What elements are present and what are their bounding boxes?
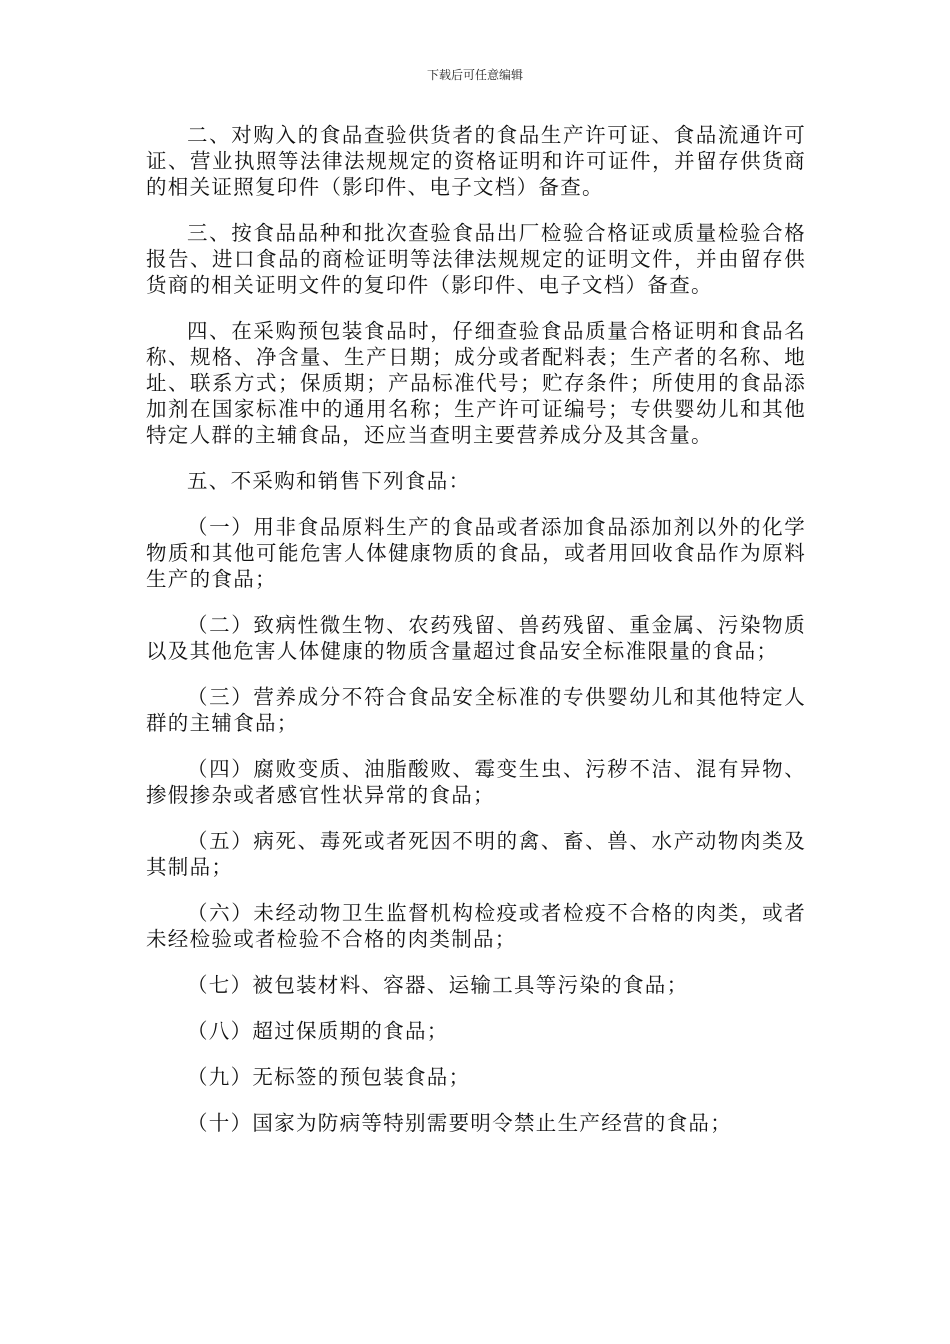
sub-item-8: （八）超过保质期的食品； [187,1019,449,1043]
sub-item-10: （十）国家为防病等特别需要明令禁止生产经营的食品； [187,1111,732,1135]
paragraph-item-5: 五、不采购和销售下列食品： [187,469,471,493]
sub-item-7: （七）被包装材料、容器、运输工具等污染的食品； [187,973,689,997]
sub-item-2: （二）致病性微生物、农药残留、兽药残留、重金属、污染物质以及其他危害人体健康的物质含量超过食品安全标准限量的食品； [146,613,806,663]
page-header-note: 下载后可任意编辑 [426,68,523,82]
sub-item-6: （六）未经动物卫生监督机构检疫或者检疫不合格的肉类，或者未经检验或者检验不合格的肉类制品； [146,901,806,951]
sub-item-9: （九）无标签的预包装食品； [187,1065,471,1089]
paragraph-item-4: 四、在采购预包装食品时，仔细查验食品质量合格证明和食品名称、规格、净含量、生产日期；成分或者配料表；生产者的名称、地址、联系方式；保质期；产品标准代号；贮存条件；所使用的食品添加剂在国家标准中的通用名称；生产许可证编号；专供婴幼儿和其他特定人群的主辅食品，还应当查明主要营养成分及其含量。 [146,319,806,447]
sub-item-1: （一）用非食品原料生产的食品或者添加食品添加剂以外的化学物质和其他可能危害人体健康物质的食品，或者用回收食品作为原料生产的食品； [146,515,806,591]
sub-item-4: （四）腐败变质、油脂酸败、霉变生虫、污秽不洁、混有异物、掺假掺杂或者感官性状异常的食品； [146,757,806,807]
paragraph-item-3: 三、按食品品种和批次查验食品出厂检验合格证或质量检验合格报告、进口食品的商检证明等法律法规规定的证明文件，并由留存供货商的相关证明文件的复印件（影印件、电子文档）备查。 [146,221,806,297]
paragraph-item-2: 二、对购入的食品查验供货者的食品生产许可证、食品流通许可证、营业执照等法律法规规定的资格证明和许可证件，并留存供货商的相关证照复印件（影印件、电子文档）备查。 [146,123,806,199]
sub-item-3: （三）营养成分不符合食品安全标准的专供婴幼儿和其他特定人群的主辅食品； [146,685,806,735]
document-body [146,122,806,1156]
sub-item-5: （五）病死、毒死或者死因不明的禽、畜、兽、水产动物肉类及其制品； [146,829,806,879]
